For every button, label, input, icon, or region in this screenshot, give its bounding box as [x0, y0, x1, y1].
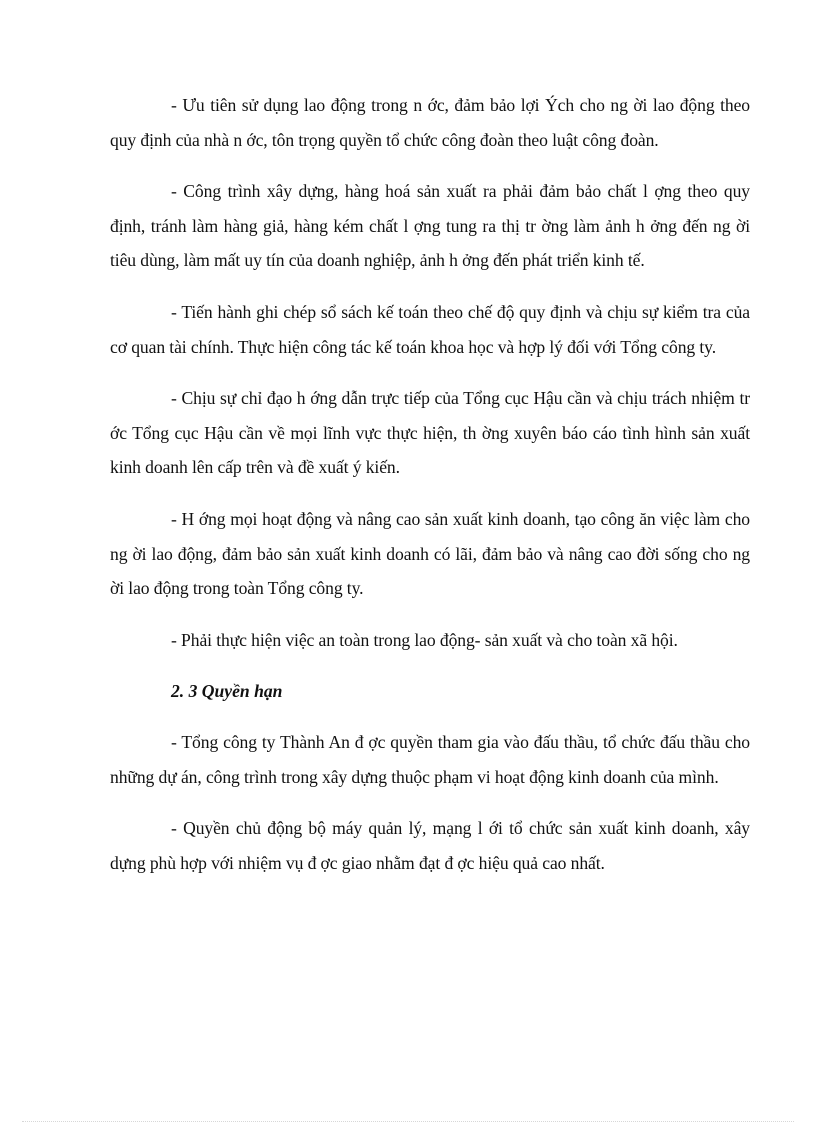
paragraph-logistics-direction: - Chịu sự chỉ đạo h ớng dẫn trực tiếp của Tổng cục Hậu cần và chịu trách nhiệm tr ớc Tổng cục Hậu cần về mọi lĩnh vực thực hiện, th ờng xuyên báo cáo tình hình sản xuất kinh doanh lên cấp trên và đề xuất ý kiến. [110, 388, 750, 478]
paragraph-safety: - Phải thực hiện việc an toàn trong lao động- sản xuất và cho toàn xã hội. [171, 629, 678, 650]
paragraph-product-quality: - Công trình xây dựng, hàng hoá sản xuất ra phải đảm bảo chất l ợng theo quy định, tránh làm hàng giả, hàng kém chất l ợng tung ra thị tr ờng làm ảnh h ởng đến ng ời tiêu dùng, làm mất uy tín của doanh nghiệp, ảnh h ởng đến phát triển kinh tế. [110, 181, 750, 271]
section-heading: 2. 3 Quyền hạn [171, 681, 283, 702]
paragraph-labor-priority: - Ưu tiên sử dụng lao động trong n ớc, đảm bảo lợi Ých cho ng ời lao động theo quy định của nhà n ớc, tôn trọng quyền tổ chức công đoàn theo luật công đoàn. [110, 95, 750, 150]
page-bottom-divider [22, 1121, 794, 1122]
paragraph-accounting: - Tiến hành ghi chép sổ sách kế toán theo chế độ quy định và chịu sự kiểm tra của cơ quan tài chính. Thực hiện công tác kế toán khoa học và hợp lý đối với Tổng công ty. [110, 301, 750, 357]
paragraph-business-orientation: - H ớng mọi hoạt động và nâng cao sản xuất kinh doanh, tạo công ăn việc làm cho ng ời lao động, đảm bảo sản xuất kinh doanh có lãi, đảm bảo và nâng cao đời sống cho ng ời lao động trong toàn Tổng công ty. [110, 508, 750, 599]
paragraph-bidding-rights: - Tổng công ty Thành An đ ợc quyền tham gia vào đấu thầu, tổ chức đấu thầu cho những dự án, công trình trong xây dựng thuộc phạm vi hoạt động kinh doanh của mình. [110, 731, 750, 787]
paragraph-management-rights: - Quyền chủ động bộ máy quản lý, mạng l ới tổ chức sản xuất kinh doanh, xây dựng phù hợp với nhiệm vụ đ ợc giao nhằm đạt đ ợc hiệu quả cao nhất. [110, 818, 750, 873]
document-page [110, 88, 750, 897]
